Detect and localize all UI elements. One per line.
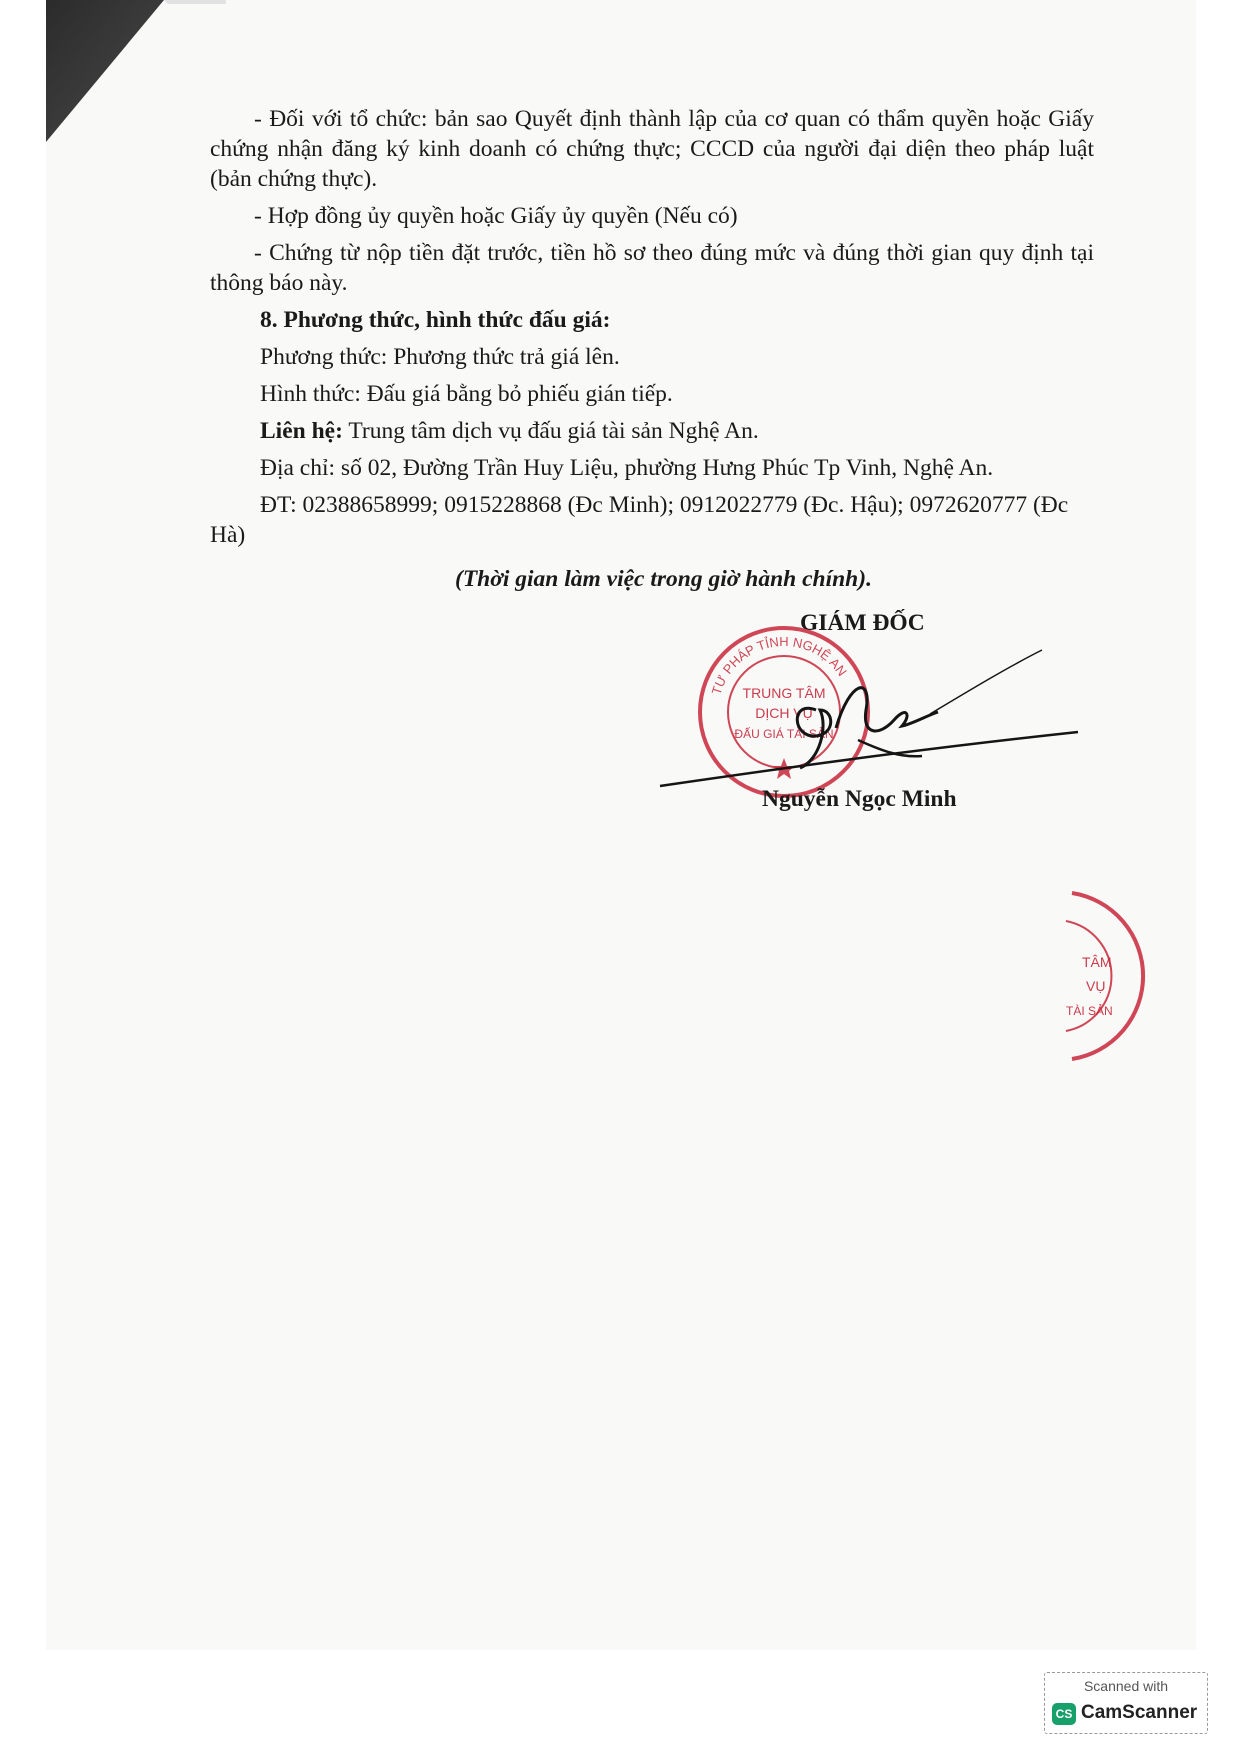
document-body xyxy=(210,104,1094,557)
scan-corner-shadow xyxy=(46,0,226,150)
address-line: Địa chỉ: số 02, Đường Trần Huy Liệu, phường Hưng Phúc Tp Vinh, Nghệ An. xyxy=(260,455,994,481)
paragraph-authorization: - Hợp đồng ủy quyền hoặc Giấy ủy quyền (Nếu có) xyxy=(254,203,738,229)
phone-line: ĐT: 02388658999; 0915228868 (Đc Minh); 0912022779 (Đc. Hậu); 0972620777 (Đc Hà) xyxy=(210,492,1069,548)
handwritten-signature xyxy=(650,640,1090,800)
contact-label: Liên hệ: xyxy=(260,418,343,444)
seal-ring-text: TƯ PHÁP TỈNH NGHỆ AN xyxy=(708,633,850,697)
seal-text-1: TRUNG TÂM xyxy=(742,685,826,701)
auction-form: Hình thức: Đấu giá bằng bỏ phiếu gián tiếp. xyxy=(260,381,673,407)
signer-title: GIÁM ĐỐC xyxy=(800,610,925,636)
seal-text-3: ĐẤU GIÁ TÀI SẢN xyxy=(734,727,834,741)
partial-seal-text-3: TÀI SẢN xyxy=(1066,1004,1113,1018)
paragraph-deposit-receipt: - Chứng từ nộp tiền đặt trước, tiền hồ sơ theo đúng mức và đúng thời gian quy định tại thông báo này. xyxy=(210,240,1094,296)
partial-seal-margin xyxy=(1062,885,1172,1067)
camscanner-logo-icon: CS xyxy=(1052,1703,1076,1725)
partial-seal-text-2: VỤ xyxy=(1086,978,1106,994)
working-hours-note: (Thời gian làm việc trong giờ hành chính). xyxy=(455,566,872,592)
partial-seal-text-1: TÂM xyxy=(1082,954,1112,970)
camscanner-name: CamScanner xyxy=(1081,1702,1198,1723)
signer-name: Nguyễn Ngọc Minh xyxy=(762,786,957,812)
contact-value: Trung tâm dịch vụ đấu giá tài sản Nghệ An. xyxy=(342,418,759,444)
paragraph-organization-docs: - Đối với tổ chức: bản sao Quyết định thành lập của cơ quan có thẩm quyền hoặc Giấy chứng nhận đăng ký kinh doanh có chứng thực; CCCD của người đại diện theo pháp luật (bản chứng thực). xyxy=(210,106,1094,192)
seal-text-2: DỊCH VỤ xyxy=(755,705,813,721)
auction-method: Phương thức: Phương thức trả giá lên. xyxy=(260,344,620,370)
contact-line xyxy=(260,416,1094,446)
camscanner-badge xyxy=(1044,1672,1208,1734)
scanned-with-label: Scanned with xyxy=(1083,1678,1169,1694)
section-heading-auction-method: 8. Phương thức, hình thức đấu giá: xyxy=(260,307,611,333)
